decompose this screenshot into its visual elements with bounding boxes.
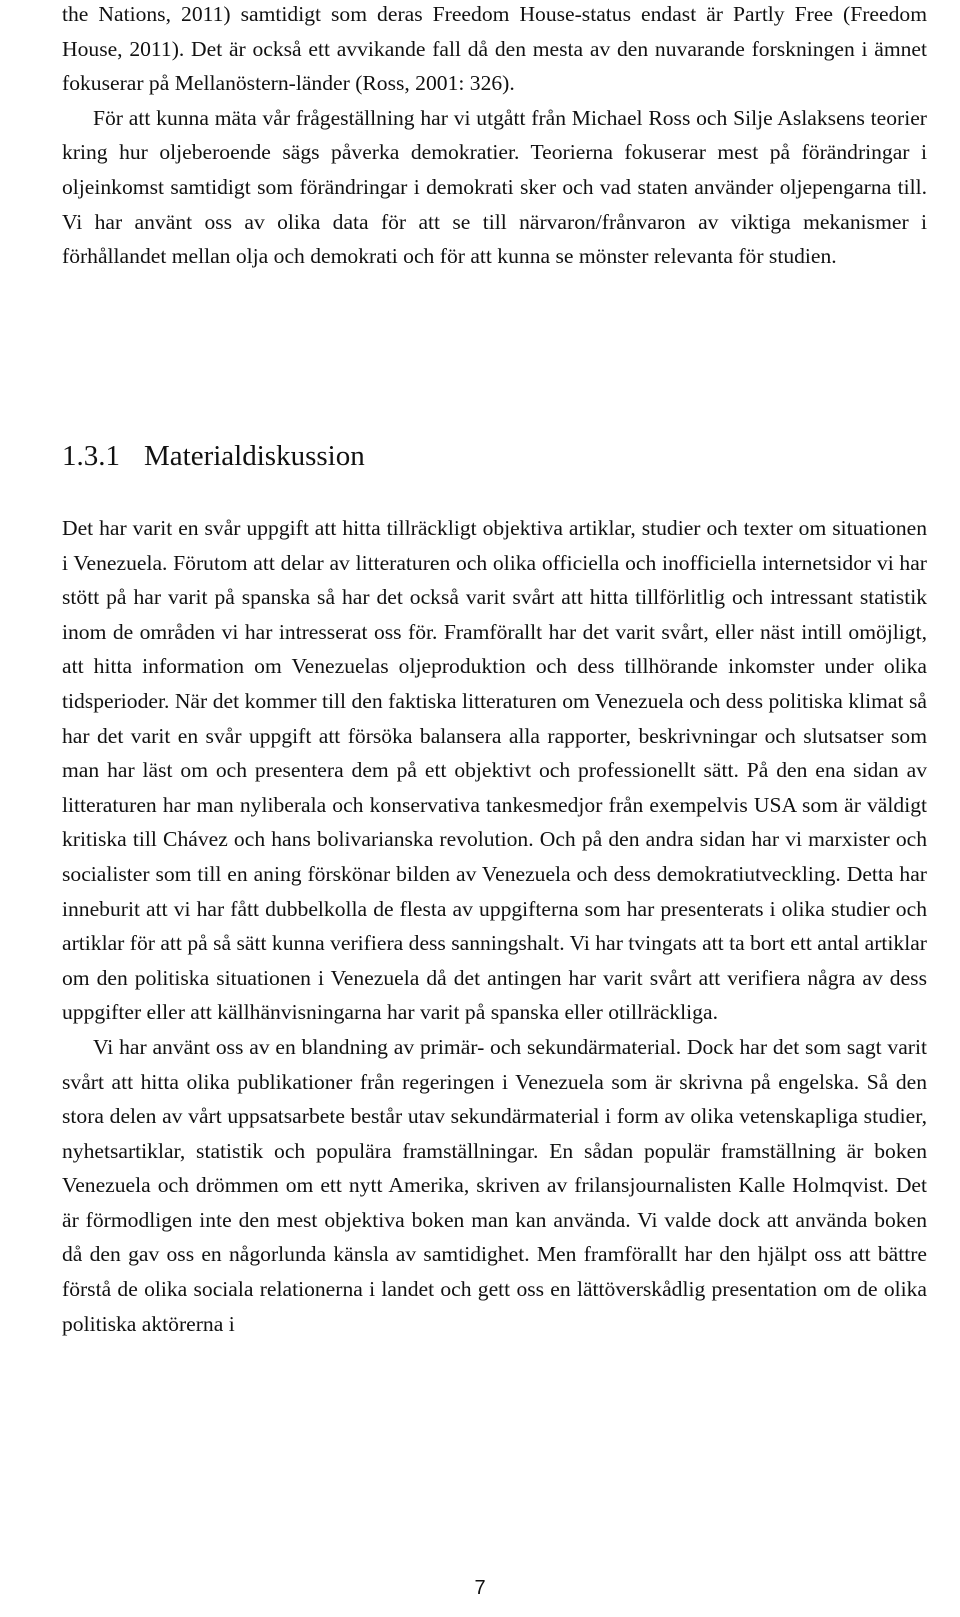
- intro-block: [62, 0, 927, 274]
- intro-paragraph-theory: För att kunna mäta vår frågeställning har vi utgått från Michael Ross och Silje Aslaksens teorier kring hur oljeberoende sägs påverka demokratier. Teorierna fokuserar mest på förändringar i oljeinkomst samtidigt som förändringar i demokrati sker och vad staten använder oljepengarna till. Vi har använt oss av olika data för att se till närvaron/frånvaron av viktiga mekanismer i förhållandet mellan olja och demokrati och för att kunna se mönster relevanta för studien.: [62, 105, 927, 269]
- section-number: 1.3.1: [62, 440, 120, 472]
- page-number: 7: [474, 1577, 486, 1599]
- section-title: Materialdiskussion: [144, 440, 365, 472]
- section-heading: [62, 438, 927, 474]
- section-body: [62, 511, 927, 1341]
- section-paragraph-2: Vi har använt oss av en blandning av primär- och sekundärmaterial. Dock har det som sagt varit svårt att hitta olika publikationer från regeringen i Venezuela som är skrivna på engelska. Så den stora delen av vårt uppsatsarbete består utav sekundärmaterial i form av olika vetenskapliga studier, nyhetsartiklar, statistik och populära framställningar. En sådan populär framställning är boken Venezuela och drömmen om ett nytt Amerika, skriven av frilansjournalisten Kalle Holmqvist. Det är förmodligen inte den mest objektiva boken man kan använda. Vi valde dock att använda boken då den gav oss en någorlunda känsla av samtidighet. Men framförallt har den hjälpt oss att bättre förstå de olika sociala relationerna i landet och gett oss en lättöverskådlig presentation om de olika politiska aktörerna i: [62, 1034, 927, 1336]
- intro-paragraph-continued: the Nations, 2011) samtidigt som deras Freedom House-status endast är Partly Free (Freedom House, 2011). Det är också ett avvikande fall då den mesta av den nuvarande forskningen i ämnet fokuserar på Mellanöstern-länder (Ross, 2001: 326).: [62, 2, 927, 96]
- section-paragraph-1: Det har varit en svår uppgift att hitta tillräckligt objektiva artiklar, studier och texter om situationen i Venezuela. Förutom att delar av litteraturen och olika officiella och inofficiella internetsidor vi har stött på har varit på spanska så har det också varit svårt att hitta tillförlitlig och intressant statistik inom de områden vi har intresserat oss för. Framförallt har det varit svårt, eller näst intill omöjligt, att hitta information om Venezuelas oljeproduktion och dess tillhörande inkomster under olika tidsperioder. När det kommer till den faktiska litteraturen om Venezuela och dess politiska klimat så har det varit en svår uppgift att försöka balansera alla rapporter, beskrivningar och slutsatser som man har läst om och presentera dem på ett objektivt och professionellt sätt. På den ena sidan av litteraturen har man nyliberala och konservativa tankesmedjor från exempelvis USA som är väldigt kritiska till Chávez och hans bolivarianska revolution. Och på den andra sidan har vi marxister och socialister som till en aning förskönar bilden av Venezuela och dess demokratiutveckling. Detta har inneburit att vi har fått dubbelkolla de flesta av uppgifterna som har presenterats i olika studier och artiklar för att på så sätt kunna verifiera dess sanningshalt. Vi har tvingats att ta bort ett antal artiklar om den politiska situationen i Venezuela då det antingen har varit svårt att verifiera några av dess uppgifter eller att källhänvisningarna har varit på spanska eller otillräckliga.: [62, 516, 927, 1025]
